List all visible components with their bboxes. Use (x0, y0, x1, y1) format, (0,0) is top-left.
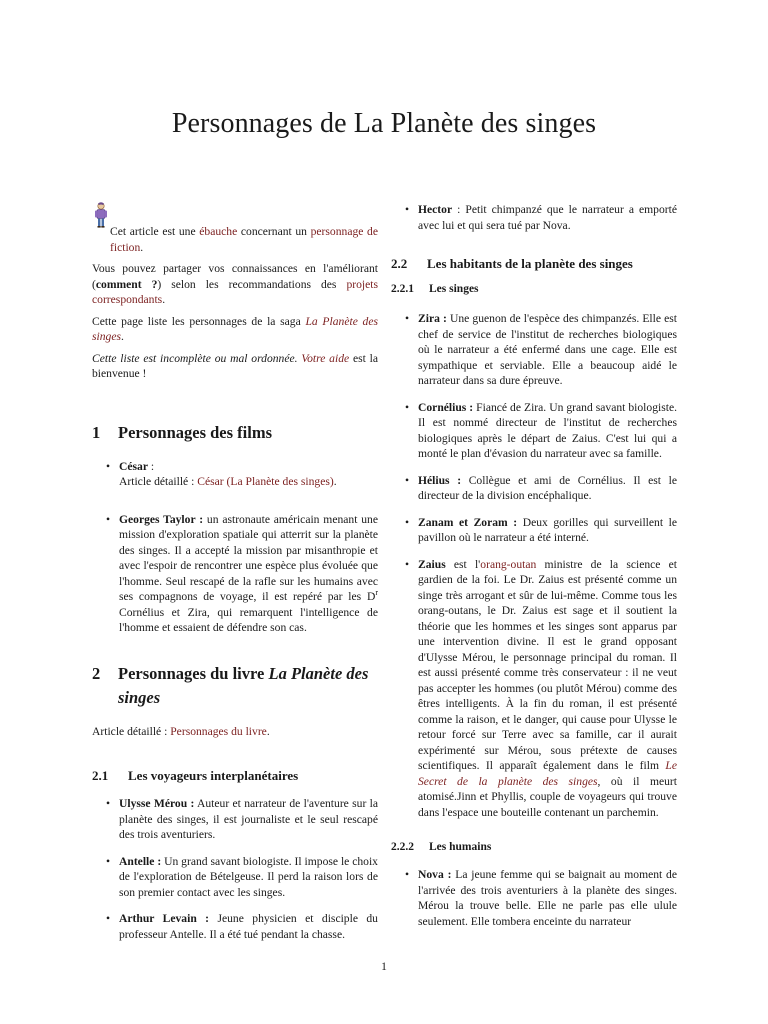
zaius-name: Zaius (418, 557, 446, 571)
section-2-heading (92, 662, 378, 710)
section-2-1-number: 2.1 (92, 768, 109, 783)
section-2-detail-label: Article détaillé : (92, 724, 171, 738)
cesar-detail-link[interactable]: César (La Planète des singes) (197, 475, 334, 488)
item-name: Nova : (418, 868, 452, 881)
item-name: Hélius : (418, 473, 462, 487)
section-2-2-number: 2.2 (391, 256, 408, 271)
zaius-pre: est l' (445, 557, 481, 571)
item-text: Deux gorilles qui surveillent le pavillon où le narrateur a été interné. (418, 515, 677, 544)
section-2-2-2-heading (391, 840, 677, 855)
section-2-2-2-title: Les humains (429, 841, 492, 853)
section-2-2-2-number: 2.2.2 (391, 841, 414, 853)
stub-text-mid: concernant un (237, 225, 311, 238)
item-name: Hector (418, 203, 453, 216)
section-2-1-heading (92, 767, 378, 784)
section-1-title: Personnages des films (118, 422, 272, 442)
item-text: Collègue et ami de Cornélius. Il est le directeur de la division encéphalique. (418, 473, 677, 502)
stub-text-post: . (140, 240, 144, 254)
list-item-cesar (92, 459, 378, 490)
stub-text-pre: Cet article est une (110, 225, 200, 238)
share-text-pre: Vous pouvez partager vos connaissances en l'améliorant ( (92, 262, 378, 291)
singes-list (391, 311, 677, 820)
item-text: Une guenon de l'espèce des chimpanzés. Elle est chef de service de l'institut de recherches biologiques où le narrateur a été enfermé dans une cage. Elle est sympathique et serviable. Elle a beaucoup aidé le narrateur dans sa dure épreuve. (418, 312, 678, 387)
taylor-sup: r (375, 588, 378, 598)
item-text: La jeune femme qui se baignait au moment de l'arrivée des trois aventuriers à la planète des singes. Mérou la trouve belle. Elle ne parle pas elle ulule seulement. Elle tombera enceinte du narrateur (418, 868, 678, 928)
item-name: Zira : (418, 312, 447, 325)
intro-link-saga[interactable]: La Planète des singes (92, 314, 378, 343)
list-item-zaius (391, 557, 677, 821)
share-notice (92, 261, 378, 308)
item-text: Auteur et narrateur de l'aventure sur la planète des singes, il est journaliste et le seul rescapé des trois aventuriers. (119, 797, 378, 841)
incomplete-italic: Cette liste est incomplète ou mal ordonnée. (92, 351, 298, 365)
item-text: Fiancé de Zira. Un grand savant biologiste. Il est nommé directeur de l'institut de recherches biologiques après le départ de Zaius. C'est lui qui a monté le plan d'évasion du narrateur avec sa famille. (418, 400, 677, 460)
taylor-name: Georges Taylor : (119, 512, 204, 526)
section-2-2-1-title: Les singes (429, 283, 479, 295)
section-2-title-plain: Personnages du livre (118, 663, 269, 683)
incomplete-text-post: est la bienvenue ! (92, 351, 378, 380)
films-list (92, 459, 378, 636)
item-text: : Petit chimpanzé que le narrateur a emporté avec lui et qui sera tué par Nova. (418, 203, 677, 232)
list-item (92, 854, 378, 901)
section-2-detail-post: . (266, 724, 270, 738)
section-2-title-italic: La Planète des singes (118, 663, 369, 707)
list-item-taylor (92, 512, 378, 636)
incomplete-notice (92, 351, 378, 382)
item-text: Jeune physicien et disciple du professeur Antelle. Il a été tué pendant la chasse. (119, 912, 378, 941)
section-2-2-heading (391, 255, 677, 272)
voyageurs-list-continued (391, 202, 677, 233)
section-2-detail (92, 724, 378, 740)
orang-outan-link[interactable]: orang-outan (480, 557, 537, 571)
taylor-text-b: Cornélius et Zira, qui remarquent l'intelligence de l'homme et essaient de défendre son cas. (119, 605, 378, 634)
section-2-number: 2 (92, 663, 101, 683)
intro-text-post: . (120, 330, 124, 343)
section-2-2-1-heading (391, 282, 677, 297)
film-link[interactable]: Le Secret de la planète des singes (418, 759, 677, 788)
help-link[interactable]: Votre aide (301, 351, 350, 365)
cesar-name: César (119, 459, 148, 473)
zaius-text-a: ministre de la science et gardien de la foi. Le Dr. Zaius est présenté comme un singe très arrogant et sûr de lui-même. Comme tous les orang-outans, le Dr. Zaius est sage et il soutient la théorie que les hommes et les singes sont apparus par une intervention divine. Il est le grand opposant d'Ulysse Mérou, le personnage principal du roman. Il est aussi présenté comme très conservateur : il ne veut pas accepter les hommes (ou plutôt Mérou) comme des êtres intelligents. À la fin du roman, il est présenté comme la raison, et le danger, qui cause pour Ulysse le retour forcé sur Terre avec sa famille, car il aurait expérimenté sur Mérou, sous prétexte de causes scientifiques. Il apparaît également dans le film (418, 557, 677, 772)
item-text: Un grand savant biologiste. Il impose le choix de l'exploration de Bételgeuse. Il perd la raison lors de son premier contact avec les singes. (119, 854, 378, 899)
section-2-1-title: Les voyageurs interplanétaires (128, 768, 299, 783)
list-item (391, 473, 677, 504)
section-1-heading (92, 422, 378, 443)
intro-paragraph (92, 314, 378, 345)
stub-link-ebauche[interactable]: ébauche (199, 225, 238, 238)
share-text-mid: ) selon les recommandations des (157, 277, 347, 291)
item-name: Ulysse Mérou : (119, 797, 195, 810)
list-item-hector (391, 202, 677, 233)
intro-text-pre: Cette page liste les personnages de la saga (92, 314, 306, 328)
list-item (391, 400, 677, 462)
item-name: Cornélius : (418, 400, 474, 414)
right-column (391, 202, 677, 940)
page-title: Personnages de La Planète des singes (171, 108, 597, 139)
stub-notice (92, 202, 378, 255)
item-name: Antelle : (119, 854, 162, 868)
list-item (92, 911, 378, 942)
section-2-2-1-number: 2.2.1 (391, 283, 414, 295)
humains-list (391, 867, 677, 929)
share-text-post: . (162, 293, 166, 306)
cesar-detail-post: . (333, 475, 337, 488)
list-item (391, 867, 677, 929)
list-item (92, 796, 378, 843)
stub-link-personnage[interactable]: personnage de fiction (110, 225, 378, 254)
page-number: 1 (381, 961, 387, 973)
list-item (391, 515, 677, 546)
cesar-sep: : (147, 459, 155, 473)
list-item (391, 311, 677, 389)
share-link-projets[interactable]: projets correspondants (92, 277, 378, 306)
item-name: Zanam et Zoram : (418, 515, 518, 529)
cesar-detail-label: Article détaillé : (119, 475, 198, 488)
section-2-detail-link[interactable]: Personnages du livre (170, 724, 267, 738)
voyageurs-list (92, 796, 378, 942)
item-name: Arthur Levain : (119, 912, 210, 925)
section-1-number: 1 (92, 422, 101, 442)
share-comment-link[interactable]: comment ? (95, 277, 158, 291)
section-2-2-title: Les habitants de la planète des singes (427, 256, 633, 271)
left-column (92, 202, 378, 953)
taylor-text-a: un astronaute américain menant une mission d'exploration spatiale qui atterrit sur la planète des singes. Il a accepté la mission par misanthropie et avec l'espoir de rencontrer une espèce plus évoluée que l'homme. Seul rescapé de la rafle sur les humains avec ses compagnons de voyage, il est repéré par les D (119, 512, 378, 603)
zaius-text-b: , où il meurt atomisé.Jinn et Phyllis, couple de voyageurs qui trouve dans l'espace une bouteille contenant un parchemin. (418, 774, 677, 819)
